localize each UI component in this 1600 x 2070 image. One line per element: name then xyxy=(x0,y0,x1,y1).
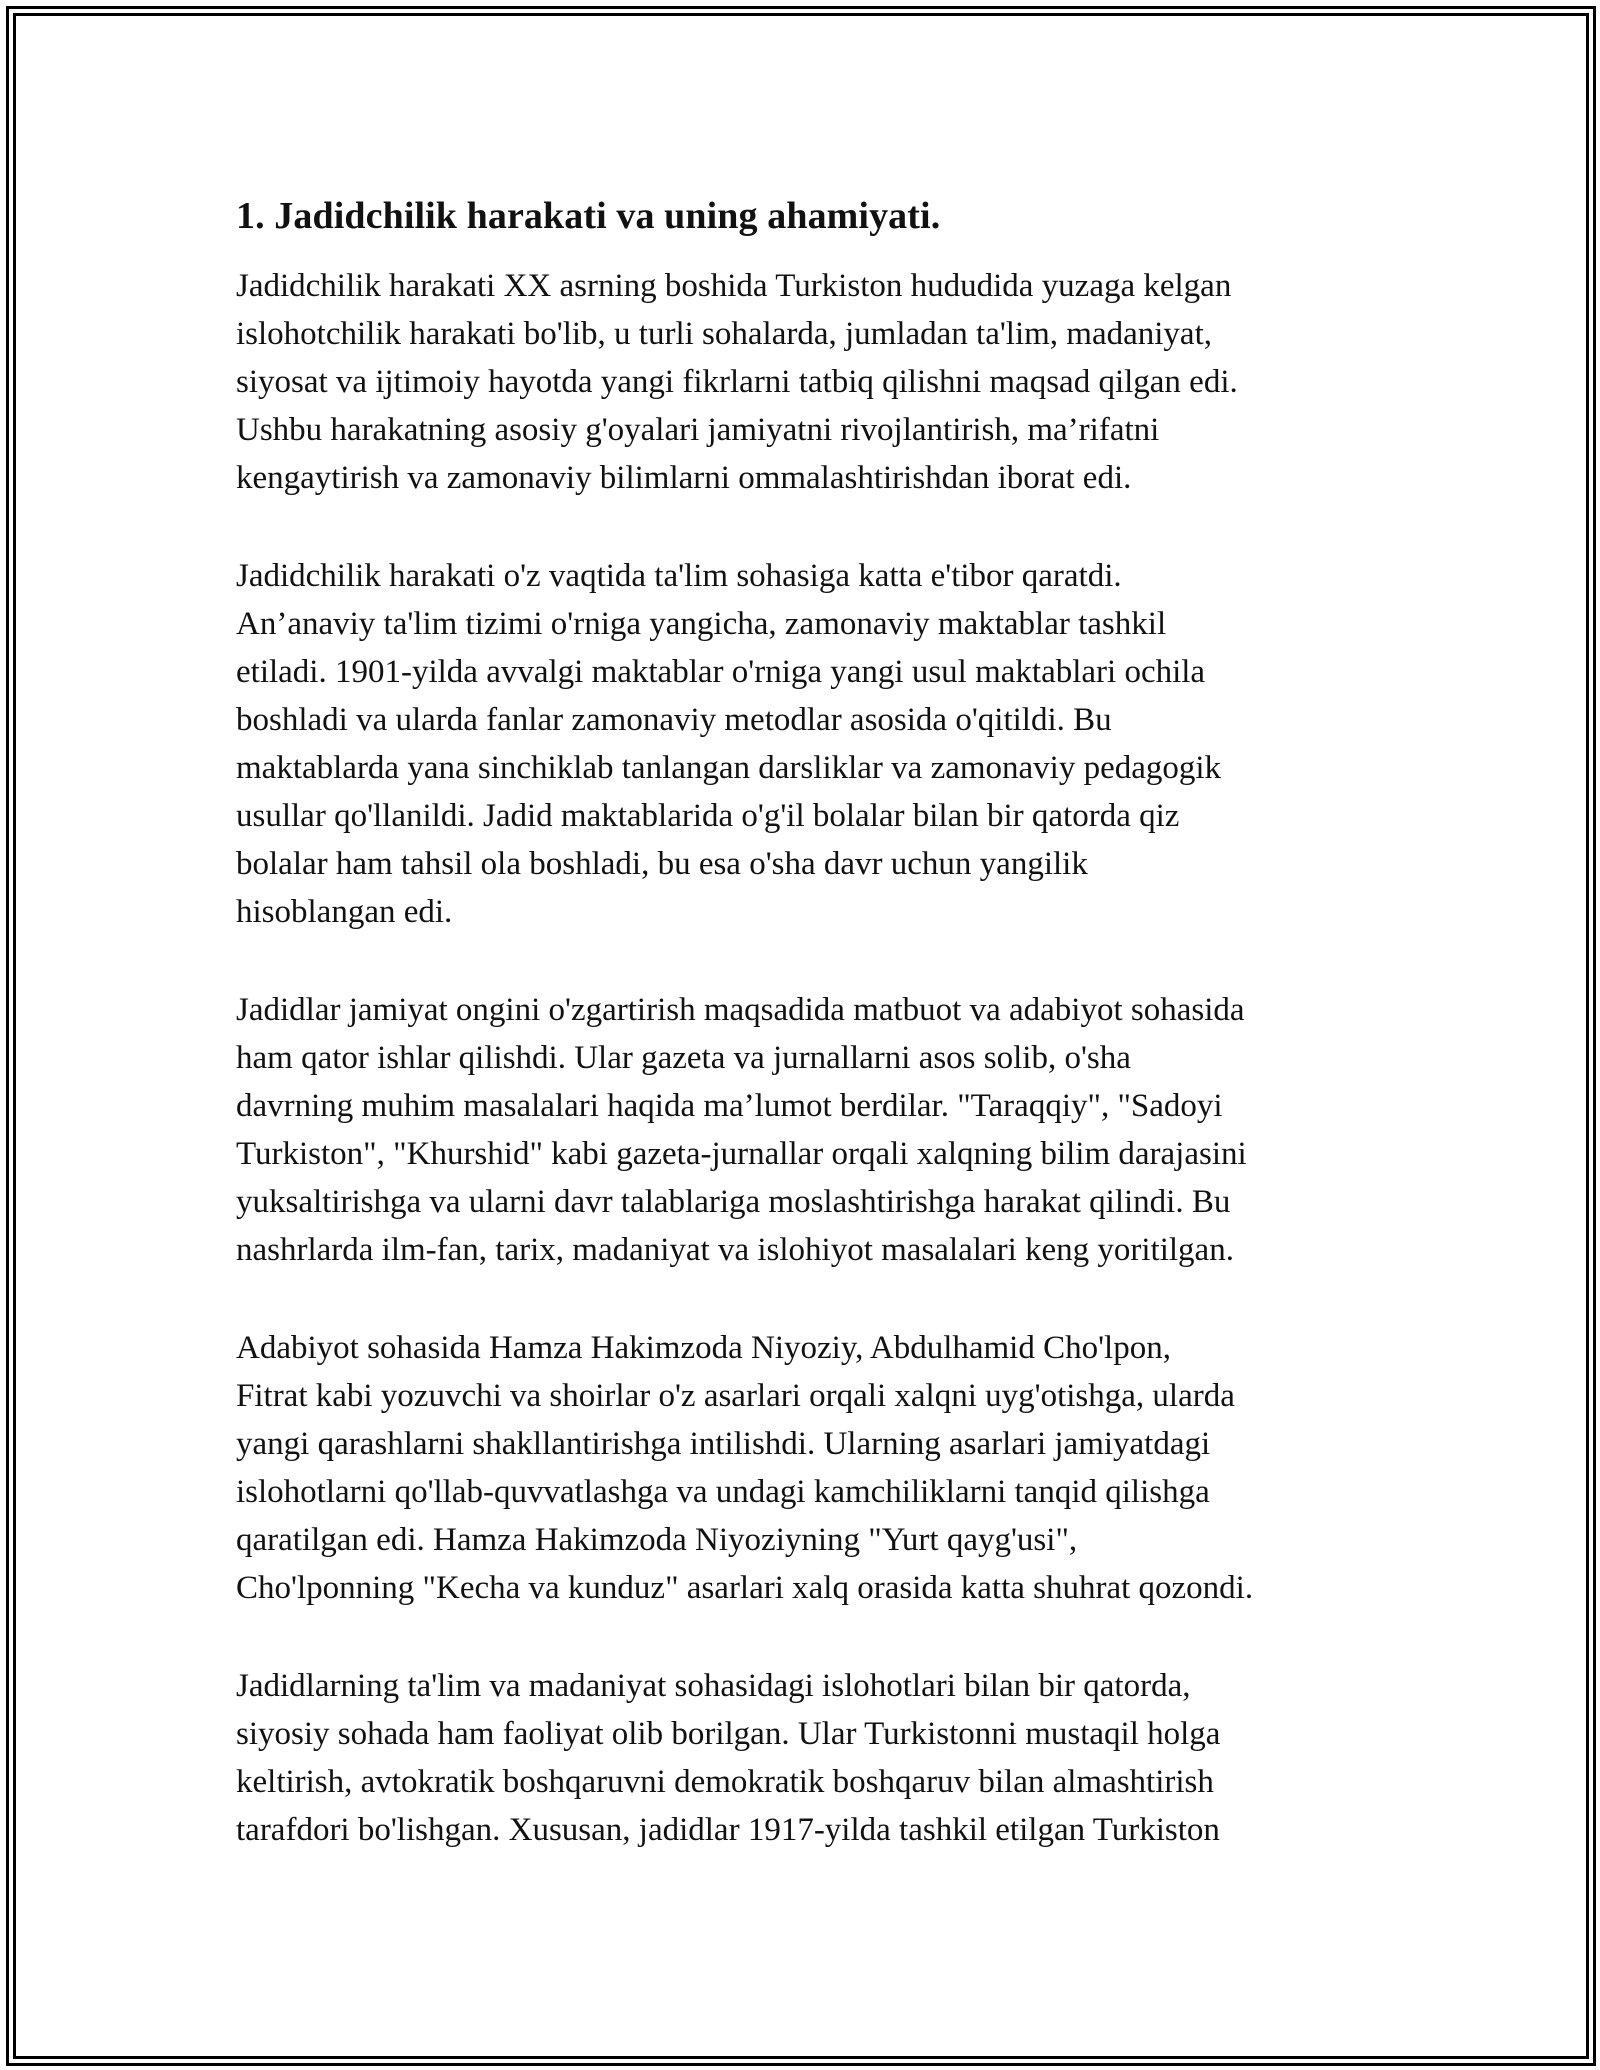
section-heading: 1. Jadidchilik harakati va uning ahamiyati. xyxy=(236,195,941,237)
document-body xyxy=(236,186,1386,1904)
paragraph-intro: Jadidchilik harakati XX asrning boshida Turkiston hududida yuzaga kelgan islohotchilik harakati bo'lib, u turli sohalarda, jumladan ta'lim, madaniyat, siyosat va ijtimoiy hayotda yangi fikrlarni tatbiq qilishni maqsad qilgan edi. Ushbu harakatning asosiy g'oyalari jamiyatni rivojlantirish, ma’rifatni kengaytirish va zamonaviy bilimlarni ommalashtirishdan iborat edi. xyxy=(236,268,1238,496)
paragraph-press: Jadidlar jamiyat ongini o'zgartirish maqsadida matbuot va adabiyot sohasida ham qator ishlar qilishdi. Ular gazeta va jurnallarni asos solib, o'sha davrning muhim masalalari haqida ma’lumot berdilar. "Taraqqiy", "Sadoyi Turkiston", "Khurshid" kabi gazeta-jurnallar orqali xalqning bilim darajasini yuksaltirishga va ularni davr talablariga moslashtirishga harakat qilindi. Bu nashrlarda ilm-fan, tarix, madaniyat va islohiyot masalalari keng yoritilgan. xyxy=(236,992,1247,1268)
paragraph-literature: Adabiyot sohasida Hamza Hakimzoda Niyoziy, Abdulhamid Cho'lpon, Fitrat kabi yozuvchi va shoirlar o'z asarlari orqali xalqni uyg'otishga, ularda yangi qarashlarni shakllantirishga intilishdi. Ularning asarlari jamiyatdagi islohotlarni qo'llab-quvvatlashga va undagi kamchiliklarni tanqid qilishga qaratilgan edi. Hamza Hakimzoda Niyoziyning "Yurt qayg'usi", Cho'lponning "Kecha va kunduz" asarlari xalq orasida katta shuhrat qozondi. xyxy=(236,1330,1254,1606)
paragraph-politics: Jadidlarning ta'lim va madaniyat sohasidagi islohotlari bilan bir qatorda, siyosiy sohada ham faoliyat olib borilgan. Ular Turkistonni mustaqil holga keltirish, avtokratik boshqaruvni demokratik boshqaruv bilan almashtirish tarafdori bo'lishgan. Xususan, jadidlar 1917-yilda tashkil etilgan Turkiston xyxy=(236,1668,1221,1848)
paragraph-education: Jadidchilik harakati o'z vaqtida ta'lim sohasiga katta e'tibor qaratdi. An’anaviy ta'lim tizimi o'rniga yangicha, zamonaviy maktablar tashkil etiladi. 1901-yilda avvalgi maktablar o'rniga yangi usul maktablari ochila boshladi va ularda fanlar zamonaviy metodlar asosida o'qitildi. Bu maktablarda yana sinchiklab tanlangan darsliklar va zamonaviy pedagogik usullar qo'llanildi. Jadid maktablarida o'g'il bolalar bilan bir qatorda qiz bolalar ham tahsil ola boshladi, bu esa o'sha davr uchun yangilik hisoblangan edi. xyxy=(236,558,1222,930)
